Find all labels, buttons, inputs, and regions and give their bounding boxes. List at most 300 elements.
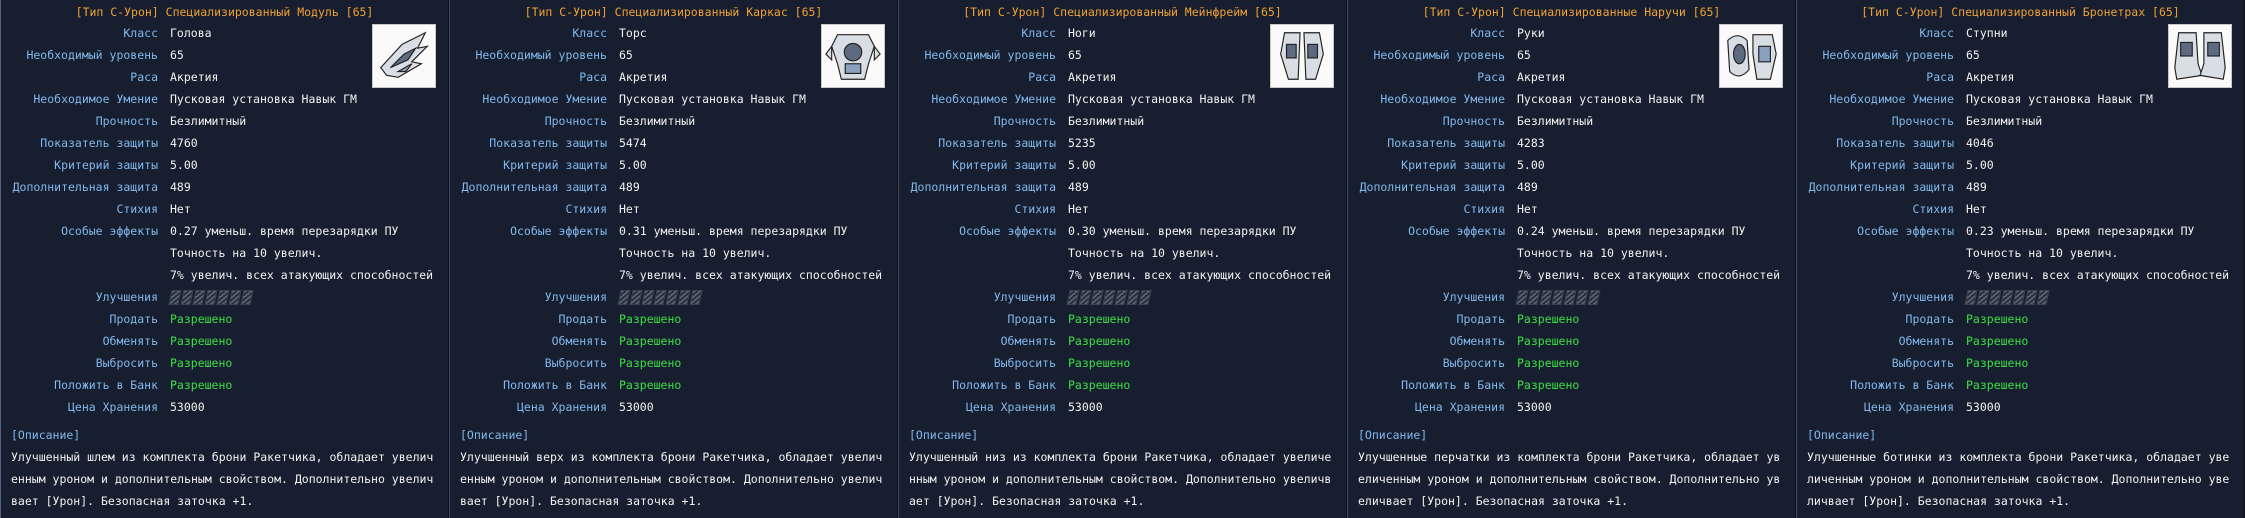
def-crit-label: Критерий защиты <box>1401 158 1505 172</box>
extra-def-value: 489 <box>1966 180 1987 194</box>
price-label: Цена Хранения <box>516 400 607 414</box>
def-crit-label: Критерий защиты <box>54 158 158 172</box>
req-skill-row <box>899 88 1346 110</box>
class-label: Класс <box>123 26 158 40</box>
sell-value: Разрешено <box>1517 312 1580 326</box>
price-value: 53000 <box>1966 400 2001 414</box>
drop-row <box>1797 352 2244 374</box>
element-label: Стихия <box>1912 202 1954 216</box>
upgrade-slots <box>170 286 252 308</box>
special-effects-row <box>1797 220 2244 242</box>
extra-def-row <box>1348 176 1795 198</box>
trade-row <box>1797 330 2244 352</box>
effect-line: Точность на 10 увелич. <box>170 246 323 260</box>
def-crit-row <box>899 154 1346 176</box>
drop-value: Разрешено <box>1517 356 1580 370</box>
sell-label: Продать <box>558 312 607 326</box>
item-title: [Тип С-Урон] Специализированные Наручи [65] <box>1422 5 1721 19</box>
defense-value: 5235 <box>1068 136 1096 150</box>
drop-label: Выбросить <box>993 356 1056 370</box>
defense-label: Показатель защиты <box>1836 136 1954 150</box>
price-row <box>899 396 1346 418</box>
effect-line: 0.31 уменьш. время перезарядки ПУ <box>619 224 848 238</box>
extra-def-label: Дополнительная защита <box>12 180 158 194</box>
boots-icon[interactable] <box>2168 24 2232 88</box>
durability-row <box>450 110 897 132</box>
req-skill-value: Пусковая установка Навык ГМ <box>1517 92 1704 106</box>
upgrade-slot-icon <box>1551 290 1564 305</box>
upgrade-slots <box>1966 286 2048 308</box>
req-skill-row <box>1 88 448 110</box>
defense-label: Показатель защиты <box>938 136 1056 150</box>
special-effects-row <box>1348 242 1795 264</box>
trade-value: Разрешено <box>1517 334 1580 348</box>
upgrades-row <box>899 286 1346 308</box>
race-value: Акретия <box>1068 70 1117 84</box>
upgrade-slot-icon <box>1976 290 1989 305</box>
item-title: [Тип С-Урон] Специализированный Каркас [65] <box>524 5 823 19</box>
upgrade-slot-icon <box>192 290 205 305</box>
class-value: Ноги <box>1068 26 1096 40</box>
upgrades-label: Улучшения <box>1442 290 1505 304</box>
special-effects-row <box>450 264 897 286</box>
race-label: Раса <box>1926 70 1954 84</box>
durability-row <box>1797 110 2244 132</box>
upgrade-slot-icon <box>240 290 253 305</box>
price-label: Цена Хранения <box>67 400 158 414</box>
bank-value: Разрешено <box>619 378 682 392</box>
extra-def-label: Дополнительная защита <box>1359 180 1505 194</box>
special-effects-label: Особые эффекты <box>1408 224 1505 238</box>
race-value: Акретия <box>1517 70 1566 84</box>
defense-row <box>1 132 448 154</box>
req-skill-row <box>1797 88 2244 110</box>
bank-row <box>1 374 448 396</box>
upgrade-slots <box>1517 286 1599 308</box>
element-value: Нет <box>619 202 640 216</box>
element-row <box>1797 198 2244 220</box>
sell-value: Разрешено <box>1068 312 1131 326</box>
sell-row <box>899 308 1346 330</box>
extra-def-row <box>899 176 1346 198</box>
class-value: Торс <box>619 26 647 40</box>
element-row <box>1348 198 1795 220</box>
req-skill-label: Необходимое Умение <box>1829 92 1954 106</box>
drop-row <box>450 352 897 374</box>
race-label: Раса <box>130 70 158 84</box>
price-row <box>1797 396 2244 418</box>
upgrade-slots <box>619 286 701 308</box>
upgrade-slot-icon <box>1078 290 1091 305</box>
defense-row <box>899 132 1346 154</box>
class-label: Класс <box>572 26 607 40</box>
bank-label: Положить в Банк <box>952 378 1056 392</box>
extra-def-label: Дополнительная защита <box>461 180 607 194</box>
special-effects-label: Особые эффекты <box>959 224 1056 238</box>
description-heading: [Описание] <box>460 428 530 442</box>
effect-line: 0.30 уменьш. время перезарядки ПУ <box>1068 224 1297 238</box>
def-crit-row <box>1348 154 1795 176</box>
trade-value: Разрешено <box>170 334 233 348</box>
upgrade-slot-icon <box>228 290 241 305</box>
durability-label: Прочность <box>95 114 158 128</box>
special-effects-label: Особые эффекты <box>1857 224 1954 238</box>
trade-label: Обменять <box>102 334 158 348</box>
class-label: Класс <box>1470 26 1505 40</box>
effect-line: 7% увелич. всех атакующих способностей <box>1966 268 2230 282</box>
upgrade-slot-icon <box>2000 290 2013 305</box>
item-title: [Тип С-Урон] Специализированный Модуль [65] <box>75 5 374 19</box>
class-label: Класс <box>1021 26 1056 40</box>
price-value: 53000 <box>170 400 205 414</box>
upgrades-row <box>450 286 897 308</box>
req-level-label: Необходимый уровень <box>924 48 1056 62</box>
price-label: Цена Хранения <box>1414 400 1505 414</box>
upgrade-slot-icon <box>677 290 690 305</box>
bank-value: Разрешено <box>1966 378 2029 392</box>
item-title: [Тип С-Урон] Специализированный Бронетрах [65] <box>1861 5 2180 19</box>
price-label: Цена Хранения <box>965 400 1056 414</box>
leg-armor-icon[interactable] <box>1270 24 1334 88</box>
def-crit-value: 5.00 <box>1966 158 1994 172</box>
extra-def-value: 489 <box>1517 180 1538 194</box>
upgrade-slot-icon <box>168 290 181 305</box>
durability-row <box>899 110 1346 132</box>
element-row <box>450 198 897 220</box>
class-value: Руки <box>1517 26 1545 40</box>
defense-value: 5474 <box>619 136 647 150</box>
extra-def-label: Дополнительная защита <box>910 180 1056 194</box>
effect-line: 7% увелич. всех атакующих способностей <box>619 268 883 282</box>
def-crit-value: 5.00 <box>619 158 647 172</box>
defense-value: 4283 <box>1517 136 1545 150</box>
trade-row <box>899 330 1346 352</box>
bank-value: Разрешено <box>1068 378 1131 392</box>
special-effects-row <box>1 220 448 242</box>
element-value: Нет <box>170 202 191 216</box>
special-effects-row <box>450 220 897 242</box>
durability-row <box>1348 110 1795 132</box>
trade-label: Обменять <box>551 334 607 348</box>
upgrade-slot-icon <box>1066 290 1079 305</box>
race-value: Акретия <box>1966 70 2015 84</box>
req-skill-label: Необходимое Умение <box>931 92 1056 106</box>
req-level-value: 65 <box>1966 48 1980 62</box>
upgrade-slot-icon <box>1138 290 1151 305</box>
def-crit-row <box>1 154 448 176</box>
upgrade-slot-icon <box>2024 290 2037 305</box>
special-effects-row <box>899 264 1346 286</box>
req-skill-value: Пусковая установка Навык ГМ <box>619 92 806 106</box>
upgrade-slot-icon <box>2012 290 2025 305</box>
durability-label: Прочность <box>1891 114 1954 128</box>
race-label: Раса <box>1028 70 1056 84</box>
durability-label: Прочность <box>993 114 1056 128</box>
upgrades-label: Улучшения <box>95 290 158 304</box>
effect-line: 0.23 уменьш. время перезарядки ПУ <box>1966 224 2195 238</box>
upgrade-slot-icon <box>1114 290 1127 305</box>
drop-label: Выбросить <box>1891 356 1954 370</box>
bank-label: Положить в Банк <box>1401 378 1505 392</box>
drop-row <box>1348 352 1795 374</box>
upgrade-slot-icon <box>1563 290 1576 305</box>
bank-row <box>1348 374 1795 396</box>
upgrade-slots <box>1068 286 1150 308</box>
req-skill-label: Необходимое Умение <box>1380 92 1505 106</box>
durability-label: Прочность <box>1442 114 1505 128</box>
upgrades-label: Улучшения <box>1891 290 1954 304</box>
bank-label: Положить в Банк <box>503 378 607 392</box>
req-skill-value: Пусковая установка Навык ГМ <box>1966 92 2153 106</box>
effect-line: Точность на 10 увелич. <box>1517 246 1670 260</box>
req-level-value: 65 <box>619 48 633 62</box>
extra-def-row <box>1 176 448 198</box>
effect-line: Точность на 10 увелич. <box>1966 246 2119 260</box>
upgrade-slot-icon <box>665 290 678 305</box>
price-value: 53000 <box>619 400 654 414</box>
torso-armor-icon[interactable] <box>821 24 885 88</box>
trade-row <box>450 330 897 352</box>
description-text: Улучшенные ботинки из комплекта брони Ракетчика, обладает увеличенным уроном и дополнительным свойством. Дополнительно увеличвает [Урон]. Безопасная заточка +1. <box>1807 450 2230 508</box>
req-skill-label: Необходимое Умение <box>482 92 607 106</box>
upgrade-slot-icon <box>204 290 217 305</box>
special-effects-label: Особые эффекты <box>510 224 607 238</box>
def-crit-value: 5.00 <box>1517 158 1545 172</box>
drop-label: Выбросить <box>1442 356 1505 370</box>
sell-label: Продать <box>109 312 158 326</box>
req-level-label: Необходимый уровень <box>1373 48 1505 62</box>
extra-def-value: 489 <box>170 180 191 194</box>
upgrade-slot-icon <box>1102 290 1115 305</box>
special-effects-row <box>899 220 1346 242</box>
trade-row <box>1 330 448 352</box>
special-effects-row <box>1 264 448 286</box>
special-effects-row <box>1 242 448 264</box>
bank-row <box>1797 374 2244 396</box>
class-label: Класс <box>1919 26 1954 40</box>
description-heading: [Описание] <box>11 428 81 442</box>
effect-line: 7% увелич. всех атакующих способностей <box>170 268 434 282</box>
effect-line: 7% увелич. всех атакующих способностей <box>1517 268 1781 282</box>
effect-line: 0.27 уменьш. время перезарядки ПУ <box>170 224 399 238</box>
upgrade-slot-icon <box>2036 290 2049 305</box>
upgrade-slot-icon <box>180 290 193 305</box>
item-tooltip-panel <box>0 0 449 518</box>
upgrade-slot-icon <box>1587 290 1600 305</box>
bank-row <box>899 374 1346 396</box>
drop-label: Выбросить <box>544 356 607 370</box>
upgrade-slot-icon <box>1527 290 1540 305</box>
req-level-label: Необходимый уровень <box>475 48 607 62</box>
description-text: Улучшенный шлем из комплекта брони Ракетчика, обладает увеличенным уроном и дополнительным свойством. Дополнительно увеличвает [Урон]. Безопасная заточка +1. <box>11 450 434 508</box>
description-text: Улучшенный верх из комплекта брони Ракетчика, обладает увеличенным уроном и дополнительным свойством. Дополнительно увеличвает [Урон]. Безопасная заточка +1. <box>460 450 883 508</box>
defense-row <box>1348 132 1795 154</box>
upgrades-label: Улучшения <box>544 290 607 304</box>
durability-value: Безлимитный <box>1068 114 1145 128</box>
defense-row <box>1797 132 2244 154</box>
durability-value: Безлимитный <box>1517 114 1594 128</box>
drop-value: Разрешено <box>1068 356 1131 370</box>
upgrade-slot-icon <box>1126 290 1139 305</box>
price-row <box>450 396 897 418</box>
element-row <box>1 198 448 220</box>
durability-row <box>1 110 448 132</box>
defense-label: Показатель защиты <box>489 136 607 150</box>
trade-value: Разрешено <box>619 334 682 348</box>
bank-value: Разрешено <box>1517 378 1580 392</box>
effect-line: Точность на 10 увелич. <box>619 246 772 260</box>
race-value: Акретия <box>170 70 219 84</box>
trade-value: Разрешено <box>1966 334 2029 348</box>
req-skill-label: Необходимое Умение <box>33 92 158 106</box>
price-row <box>1 396 448 418</box>
bank-label: Положить в Банк <box>54 378 158 392</box>
upgrade-slot-icon <box>1575 290 1588 305</box>
element-value: Нет <box>1068 202 1089 216</box>
extra-def-value: 489 <box>1068 180 1089 194</box>
upgrade-slot-icon <box>216 290 229 305</box>
upgrades-label: Улучшения <box>993 290 1056 304</box>
def-crit-label: Критерий защиты <box>952 158 1056 172</box>
race-label: Раса <box>579 70 607 84</box>
drop-value: Разрешено <box>619 356 682 370</box>
upgrade-slot-icon <box>689 290 702 305</box>
upgrade-slot-icon <box>629 290 642 305</box>
sell-label: Продать <box>1456 312 1505 326</box>
req-skill-value: Пусковая установка Навык ГМ <box>170 92 357 106</box>
upgrades-row <box>1348 286 1795 308</box>
upgrade-slot-icon <box>1539 290 1552 305</box>
element-label: Стихия <box>116 202 158 216</box>
element-value: Нет <box>1966 202 1987 216</box>
req-level-value: 65 <box>1068 48 1082 62</box>
drop-row <box>899 352 1346 374</box>
special-effects-row <box>450 242 897 264</box>
class-value: Голова <box>170 26 212 40</box>
element-label: Стихия <box>565 202 607 216</box>
special-effects-row <box>1348 264 1795 286</box>
description-text: Улучшенный низ из комплекта брони Ракетчика, обладает увеличенным уроном и дополнительным свойством. Дополнительно увеличвает [Урон]. Безопасная заточка +1. <box>909 450 1332 508</box>
sell-value: Разрешено <box>1966 312 2029 326</box>
def-crit-row <box>450 154 897 176</box>
def-crit-label: Критерий защиты <box>1850 158 1954 172</box>
element-label: Стихия <box>1463 202 1505 216</box>
sell-row <box>450 308 897 330</box>
req-level-label: Необходимый уровень <box>26 48 158 62</box>
sell-label: Продать <box>1007 312 1056 326</box>
upgrades-row <box>1 286 448 308</box>
drop-value: Разрешено <box>1966 356 2029 370</box>
extra-def-value: 489 <box>619 180 640 194</box>
durability-label: Прочность <box>544 114 607 128</box>
item-tooltip-panel <box>449 0 898 518</box>
upgrade-slot-icon <box>1964 290 1977 305</box>
req-level-value: 65 <box>1517 48 1531 62</box>
defense-value: 4760 <box>170 136 198 150</box>
price-row <box>1348 396 1795 418</box>
description-heading: [Описание] <box>1358 428 1428 442</box>
trade-label: Обменять <box>1449 334 1505 348</box>
effect-line: 0.24 уменьш. время перезарядки ПУ <box>1517 224 1746 238</box>
special-effects-label: Особые эффекты <box>61 224 158 238</box>
special-effects-row <box>1348 220 1795 242</box>
bank-value: Разрешено <box>170 378 233 392</box>
bank-label: Положить в Банк <box>1850 378 1954 392</box>
price-value: 53000 <box>1517 400 1552 414</box>
item-tooltip-panel <box>1347 0 1796 518</box>
extra-def-row <box>450 176 897 198</box>
req-level-value: 65 <box>170 48 184 62</box>
description-text: Улучшенные перчатки из комплекта брони Ракетчика, обладает увеличенным уроном и дополнительным свойством. Дополнительно увеличвает [Урон]. Безопасная заточка +1. <box>1358 450 1781 508</box>
sell-value: Разрешено <box>619 312 682 326</box>
def-crit-value: 5.00 <box>170 158 198 172</box>
item-tooltip-panel <box>898 0 1347 518</box>
item-title: [Тип С-Урон] Специализированный Мейнфрейм [65] <box>963 5 1282 19</box>
extra-def-row <box>1797 176 2244 198</box>
trade-label: Обменять <box>1898 334 1954 348</box>
description-heading: [Описание] <box>1807 428 1877 442</box>
bank-row <box>450 374 897 396</box>
durability-value: Безлимитный <box>619 114 696 128</box>
durability-value: Безлимитный <box>170 114 247 128</box>
sell-value: Разрешено <box>170 312 233 326</box>
trade-label: Обменять <box>1000 334 1056 348</box>
def-crit-label: Критерий защиты <box>503 158 607 172</box>
def-crit-row <box>1797 154 2244 176</box>
element-row <box>899 198 1346 220</box>
special-effects-row <box>899 242 1346 264</box>
helmet-icon[interactable] <box>372 24 436 88</box>
special-effects-row <box>1797 264 2244 286</box>
upgrade-slot-icon <box>653 290 666 305</box>
req-skill-row <box>1348 88 1795 110</box>
req-skill-value: Пусковая установка Навык ГМ <box>1068 92 1255 106</box>
drop-value: Разрешено <box>170 356 233 370</box>
defense-row <box>450 132 897 154</box>
extra-def-label: Дополнительная защита <box>1808 180 1954 194</box>
upgrade-slot-icon <box>1988 290 2001 305</box>
item-tooltip-panel <box>1796 0 2245 518</box>
description-heading: [Описание] <box>909 428 979 442</box>
upgrade-slot-icon <box>641 290 654 305</box>
element-value: Нет <box>1517 202 1538 216</box>
race-value: Акретия <box>619 70 668 84</box>
class-value: Ступни <box>1966 26 2008 40</box>
upgrade-slot-icon <box>617 290 630 305</box>
defense-value: 4046 <box>1966 136 1994 150</box>
drop-label: Выбросить <box>95 356 158 370</box>
req-skill-row <box>450 88 897 110</box>
effect-line: Точность на 10 увелич. <box>1068 246 1221 260</box>
effect-line: 7% увелич. всех атакующих способностей <box>1068 268 1332 282</box>
upgrade-slot-icon <box>1515 290 1528 305</box>
element-label: Стихия <box>1014 202 1056 216</box>
sell-row <box>1348 308 1795 330</box>
defense-label: Показатель защиты <box>1387 136 1505 150</box>
drop-row <box>1 352 448 374</box>
def-crit-value: 5.00 <box>1068 158 1096 172</box>
gauntlets-icon[interactable] <box>1719 24 1783 88</box>
trade-row <box>1348 330 1795 352</box>
race-label: Раса <box>1477 70 1505 84</box>
req-level-label: Необходимый уровень <box>1822 48 1954 62</box>
sell-label: Продать <box>1905 312 1954 326</box>
special-effects-row <box>1797 242 2244 264</box>
price-value: 53000 <box>1068 400 1103 414</box>
trade-value: Разрешено <box>1068 334 1131 348</box>
sell-row <box>1 308 448 330</box>
upgrade-slot-icon <box>1090 290 1103 305</box>
